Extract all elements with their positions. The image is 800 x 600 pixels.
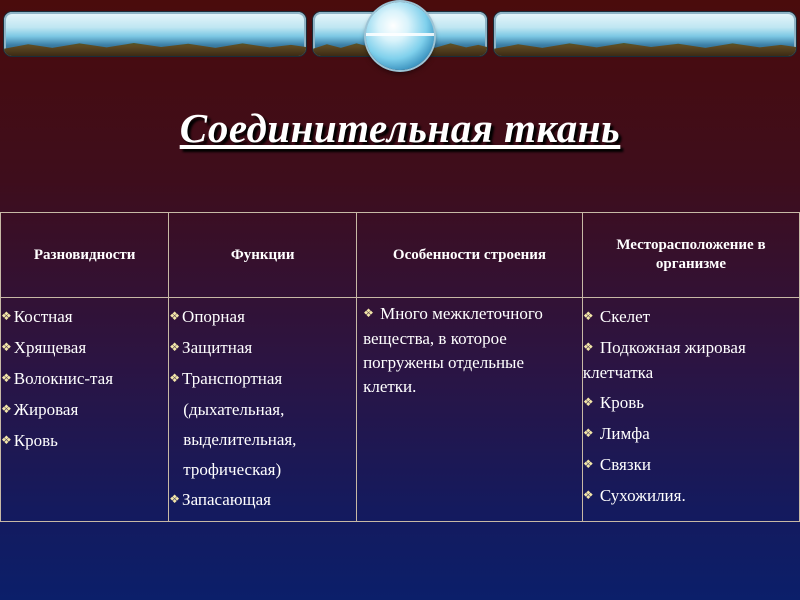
list-item-continuation: (дыхательная,	[183, 400, 285, 419]
list-item: ❖ Кровь	[1, 431, 58, 450]
diamond-bullet-icon: ❖	[1, 340, 12, 354]
list-item: ❖ Волокнис-тая	[1, 369, 114, 388]
list-item: ❖ Хрящевая	[1, 338, 87, 357]
list-item: ❖ Запасающая	[169, 490, 271, 509]
header-structure: Особенности строения	[357, 213, 583, 298]
structure-cell	[357, 298, 583, 522]
list-item: ❖ Защитная	[169, 338, 253, 357]
list-item: ❖ Опорная	[169, 307, 245, 326]
diamond-bullet-icon: ❖	[169, 371, 181, 385]
structure-text: Много межклеточного вещества, в которое погружены отдельные клетки.	[363, 304, 543, 396]
diamond-bullet-icon: ❖	[1, 309, 12, 323]
diamond-bullet-icon: ❖	[582, 340, 594, 354]
list-item: ❖ Подкожная жировая клетчатка	[582, 338, 746, 382]
diamond-bullet-icon: ❖	[169, 309, 181, 323]
list-item: ❖ Транспортная	[169, 369, 283, 388]
header-location: Месторасположение в организме	[582, 213, 799, 298]
diamond-bullet-icon: ❖	[1, 402, 12, 416]
diamond-bullet-icon: ❖	[582, 457, 594, 471]
table-row	[1, 298, 800, 522]
types-cell	[1, 298, 169, 522]
diamond-bullet-icon: ❖	[1, 371, 12, 385]
list-item: ❖ Жировая	[1, 400, 79, 419]
list-item: ❖ Лимфа	[582, 424, 650, 443]
list-item: ❖ Сухожилия.	[582, 486, 686, 505]
diamond-bullet-icon: ❖	[582, 426, 594, 440]
tissue-table	[0, 212, 800, 522]
diamond-bullet-icon: ❖	[363, 306, 374, 320]
list-item-continuation: трофическая)	[183, 460, 282, 479]
header-banner-right	[494, 12, 796, 56]
diamond-bullet-icon: ❖	[582, 488, 594, 502]
header-types: Разновидности	[1, 213, 169, 298]
functions-cell	[169, 298, 357, 522]
location-cell	[582, 298, 799, 522]
diamond-bullet-icon: ❖	[169, 492, 181, 506]
diamond-bullet-icon: ❖	[1, 433, 12, 447]
list-item: ❖ Скелет	[582, 307, 651, 326]
diamond-bullet-icon: ❖	[582, 395, 594, 409]
slide-title: Соединительная ткань	[179, 105, 621, 151]
list-item: ❖ Кровь	[582, 393, 645, 412]
list-item-continuation: выделительная,	[183, 430, 297, 449]
list-item: ❖ Костная	[1, 307, 73, 326]
diamond-bullet-icon: ❖	[169, 340, 181, 354]
diamond-bullet-icon: ❖	[582, 309, 594, 323]
header-banner-left	[4, 12, 306, 56]
globe-icon	[366, 2, 434, 70]
list-item: ❖ Связки	[582, 455, 651, 474]
header-functions: Функции	[169, 213, 357, 298]
table-header-row	[1, 213, 800, 298]
